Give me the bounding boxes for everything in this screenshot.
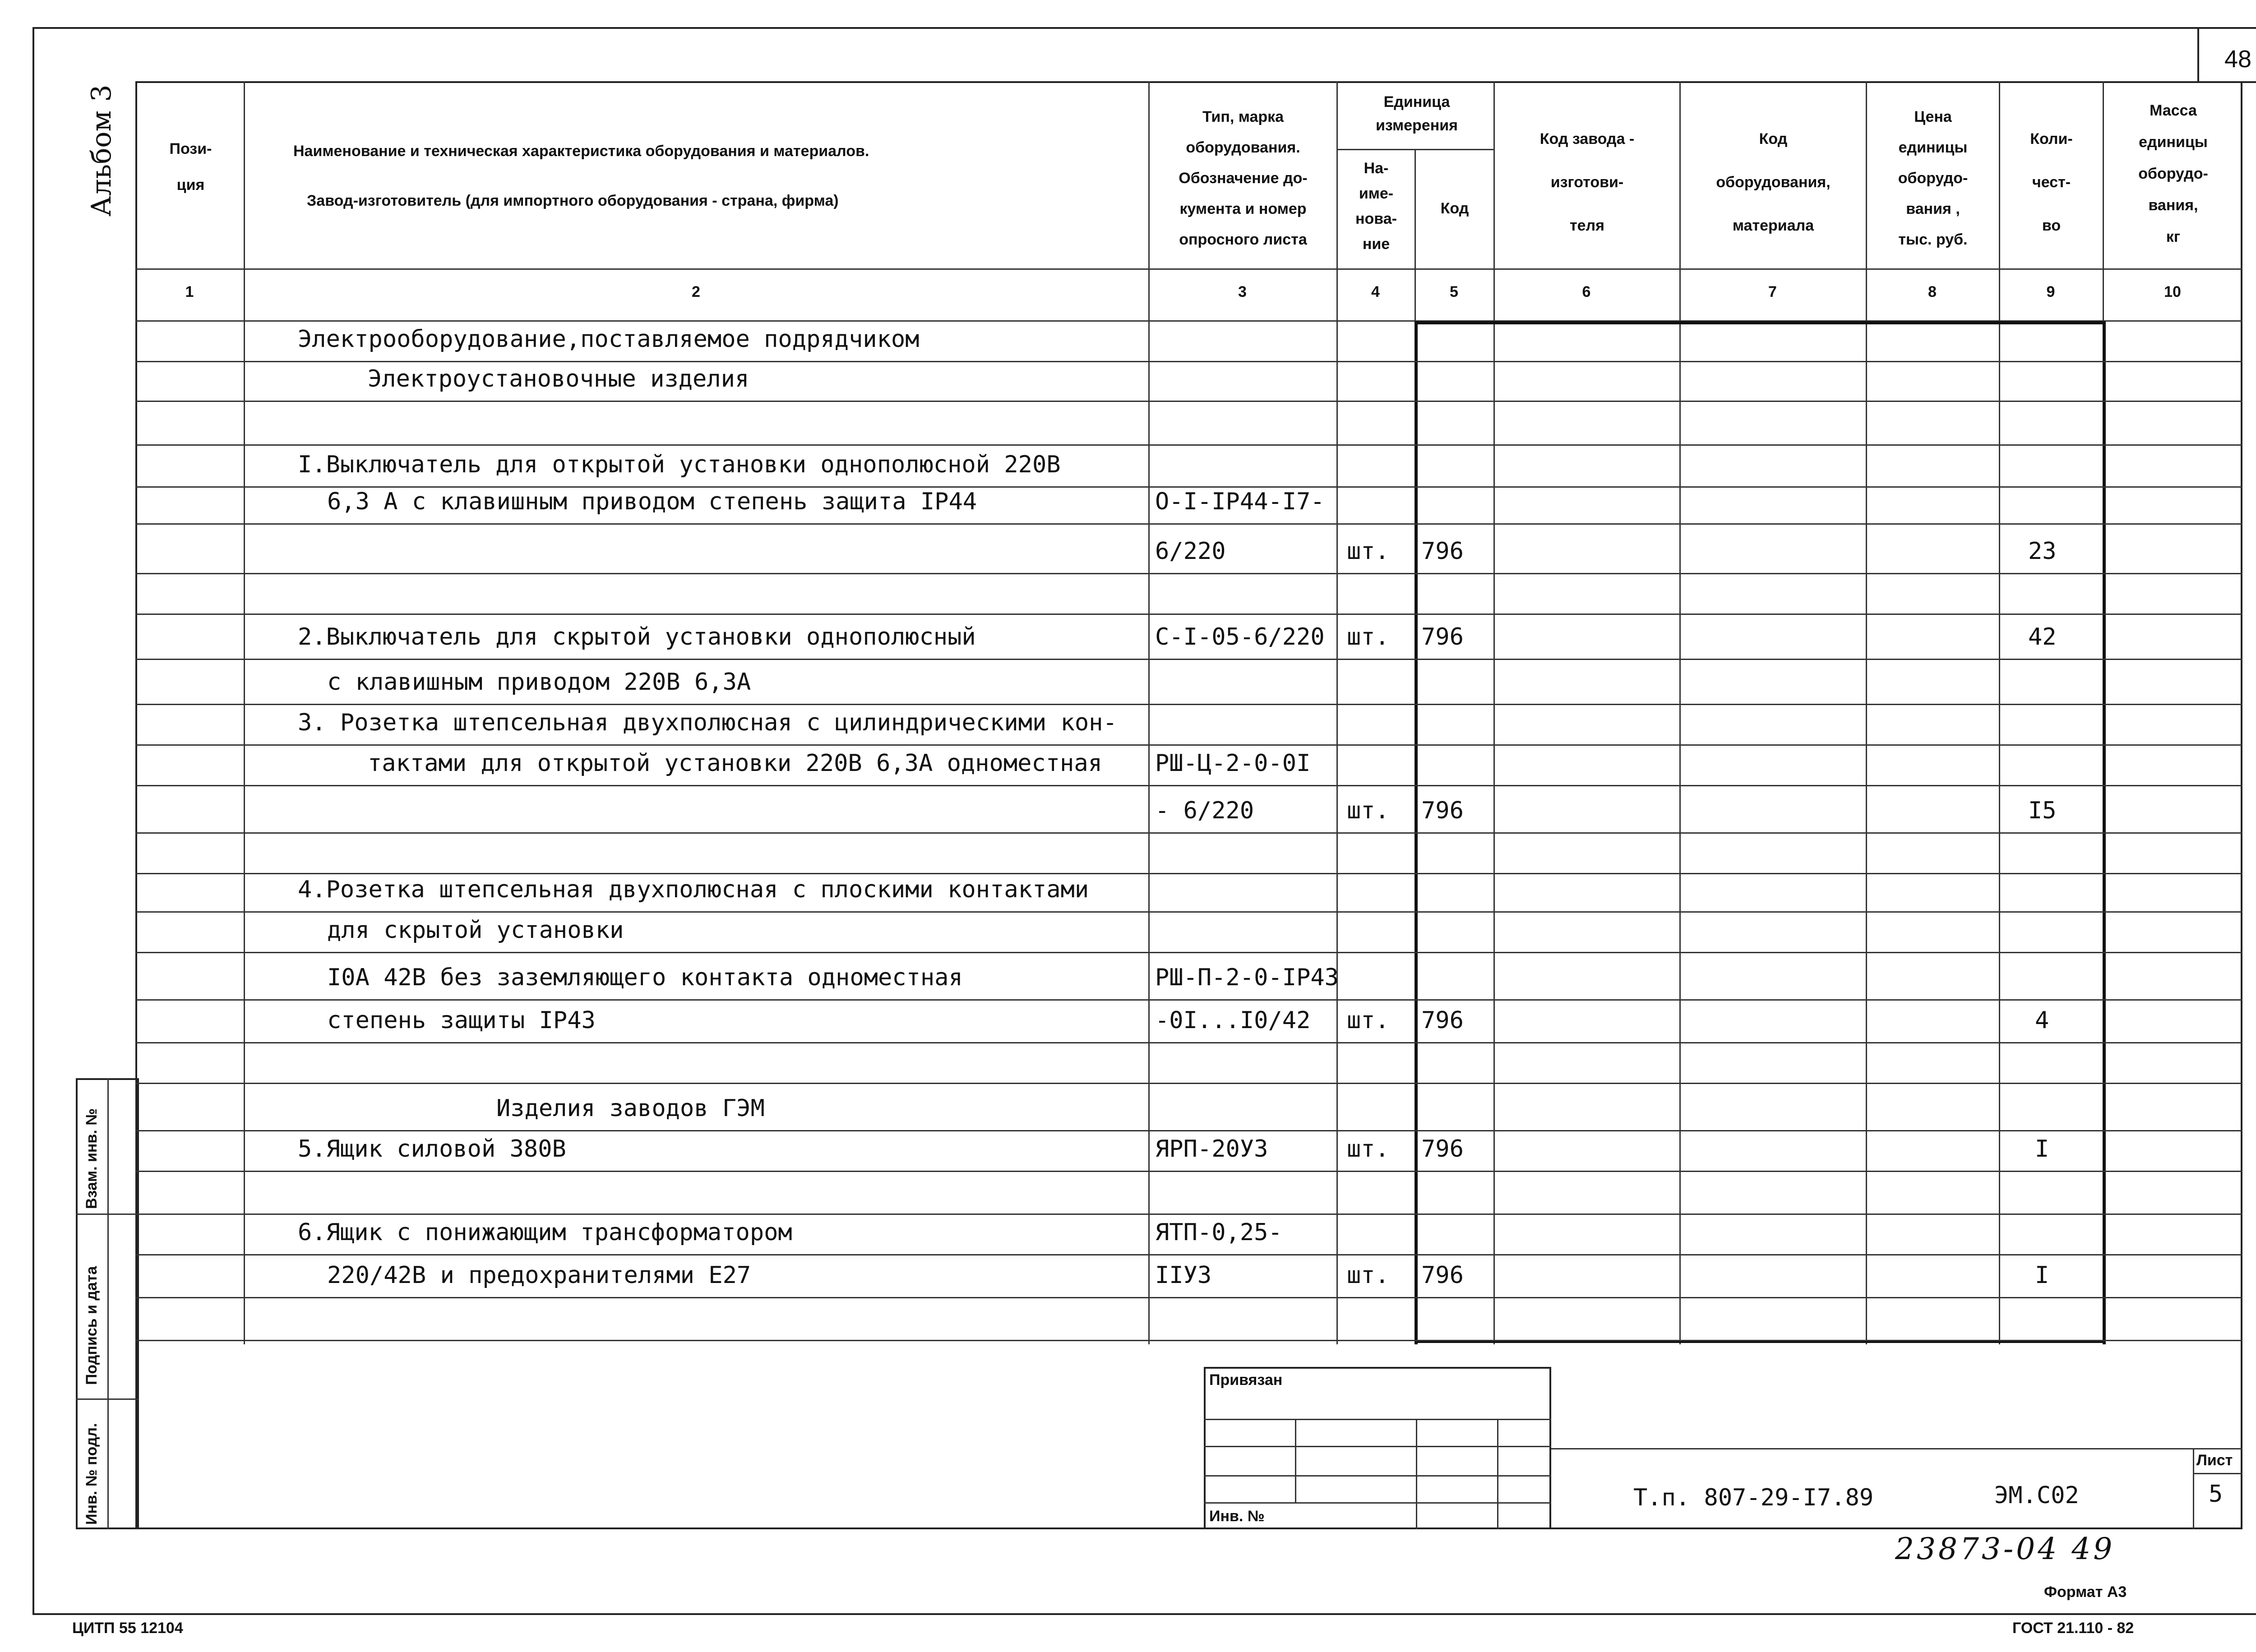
row-type: - 6/220 [1155, 797, 1254, 824]
handwritten-number: 23873-04 49 [1895, 1532, 2115, 1566]
header-mass: Масса единицы оборудо- вания, кг [2138, 102, 2208, 245]
row-name: 220/42В и предохранителями Е27 [327, 1262, 751, 1289]
row-type: С-I-05-6/220 [1155, 623, 1325, 651]
row-type: РШ-П-2-0-IP43 [1155, 964, 1339, 991]
row-type: 6/220 [1155, 538, 1226, 565]
row-name: I.Выключатель для открытой установки однополюсной 220В [298, 451, 1061, 478]
header-price: Цена единицы оборудо- вания , тыс. руб. [1898, 108, 1968, 248]
row-quantity: 23 [2028, 538, 2057, 565]
row-name: для скрытой установки [327, 917, 624, 944]
row-type: IIУ3 [1155, 1262, 1212, 1289]
row-name: с клавишным приводом 220В 6,3А [327, 669, 751, 696]
header-equipment-code: Код оборудования, материала [1716, 130, 1831, 234]
col-number: 1 [185, 283, 194, 300]
podpis-data-label: Подпись и дата [83, 1266, 100, 1385]
row-code: 796 [1421, 1007, 1464, 1034]
col-number: 7 [1768, 283, 1777, 300]
row-type: ЯРП-20У3 [1155, 1135, 1268, 1163]
row-type: РШ-Ц-2-0-0I [1155, 750, 1311, 777]
col-number: 8 [1928, 283, 1937, 300]
row-unit: шт. [1347, 538, 1389, 565]
col-number: 5 [1450, 283, 1458, 300]
header-quantity: Коли- чест- во [2030, 130, 2073, 234]
stamp-privyazan [1204, 1367, 1551, 1529]
header-type: Тип, марка оборудования. Обозначение до- кумента и номер опросного листа [1179, 108, 1308, 248]
row-name: 2.Выключатель для скрытой установки однополюсный [298, 623, 976, 651]
inv-podl-label: Инв. № подл. [83, 1423, 100, 1525]
row-name: 6,3 А с клавишным приводом степень защита IP44 [327, 488, 977, 515]
col-number: 10 [2164, 283, 2181, 300]
row-name: 4.Розетка штепсельная двухполюсная с плоскими контактами [298, 876, 1089, 903]
row-unit: шт. [1347, 1007, 1389, 1034]
row-type: ЯТП-0,25- [1155, 1219, 1282, 1246]
header-unit-code: Код [1440, 200, 1469, 217]
row-code: 796 [1421, 623, 1464, 651]
inv-no-label: Инв. № [1209, 1508, 1265, 1525]
row-name: степень защиты IP43 [327, 1007, 596, 1034]
row-name: 5.Ящик силовой 380В [298, 1135, 566, 1163]
row-quantity: I5 [2028, 797, 2057, 824]
header-position: Пози- ция [169, 140, 212, 194]
row-code: 796 [1421, 797, 1464, 824]
row-name: I0А 42В без заземляющего контакта одноместная [327, 964, 963, 991]
row-name: 3. Розетка штепсельная двухполюсная с цилиндрическими кон- [298, 709, 1117, 736]
row-unit: шт. [1347, 1262, 1389, 1289]
sheet-value: 5 [2209, 1481, 2223, 1508]
vzam-inv-label: Взам. инв. № [83, 1108, 100, 1209]
row-code: 796 [1421, 1135, 1464, 1163]
row-type: O-I-IP44-I7- [1155, 488, 1325, 515]
row-name: Изделия заводов ГЭМ [496, 1095, 765, 1122]
format-label: Формат А3 [2044, 1583, 2127, 1601]
row-type: -0I...I0/42 [1155, 1007, 1311, 1034]
row-quantity: 42 [2028, 623, 2057, 651]
col-number: 4 [1371, 283, 1380, 300]
row-quantity: I [2035, 1262, 2049, 1289]
row-unit: шт. [1347, 797, 1389, 824]
row-unit: шт. [1347, 623, 1389, 651]
row-name: Электрооборудование,поставляемое подрядчиком [298, 326, 920, 353]
row-unit: шт. [1347, 1135, 1389, 1163]
album-label: Альбом 3 [86, 84, 117, 217]
row-name: 6.Ящик с понижающим трансформатором [298, 1219, 792, 1246]
row-code: 796 [1421, 538, 1464, 565]
header-unit: Единица измерения [1376, 93, 1458, 134]
gost-label: ГОСТ 21.110 - 82 [2012, 1620, 2134, 1637]
col-number: 2 [692, 283, 700, 300]
row-quantity: 4 [2035, 1007, 2049, 1034]
sheet-label: Лист [2196, 1452, 2233, 1469]
col-number: 6 [1582, 283, 1591, 300]
bottom-left-code: ЦИТП 55 12104 [72, 1620, 183, 1637]
col-number: 3 [1238, 283, 1247, 300]
document-number: Т.п. 807-29-I7.89 [1633, 1484, 1874, 1511]
row-code: 796 [1421, 1262, 1464, 1289]
row-name: тактами для открытой установки 220В 6,3А одноместная [368, 750, 1102, 777]
sheet-number-top: 48 [2224, 46, 2252, 73]
header-unit-name: На- име- нова- ние [1355, 160, 1397, 253]
col-number: 9 [2046, 283, 2055, 300]
document-mark: ЭМ.С02 [1994, 1482, 2079, 1509]
row-name: Электроустановочные изделия [368, 365, 749, 392]
header-name: Наименование и техническая характеристика оборудования и материалов. Завод-изготовитель (для импортного оборудования - страна, фирма) [293, 143, 869, 209]
row-quantity: I [2035, 1135, 2049, 1163]
header-factory-code: Код завода - изготови- теля [1539, 130, 1635, 234]
privyazan-label: Привязан [1209, 1371, 1283, 1389]
